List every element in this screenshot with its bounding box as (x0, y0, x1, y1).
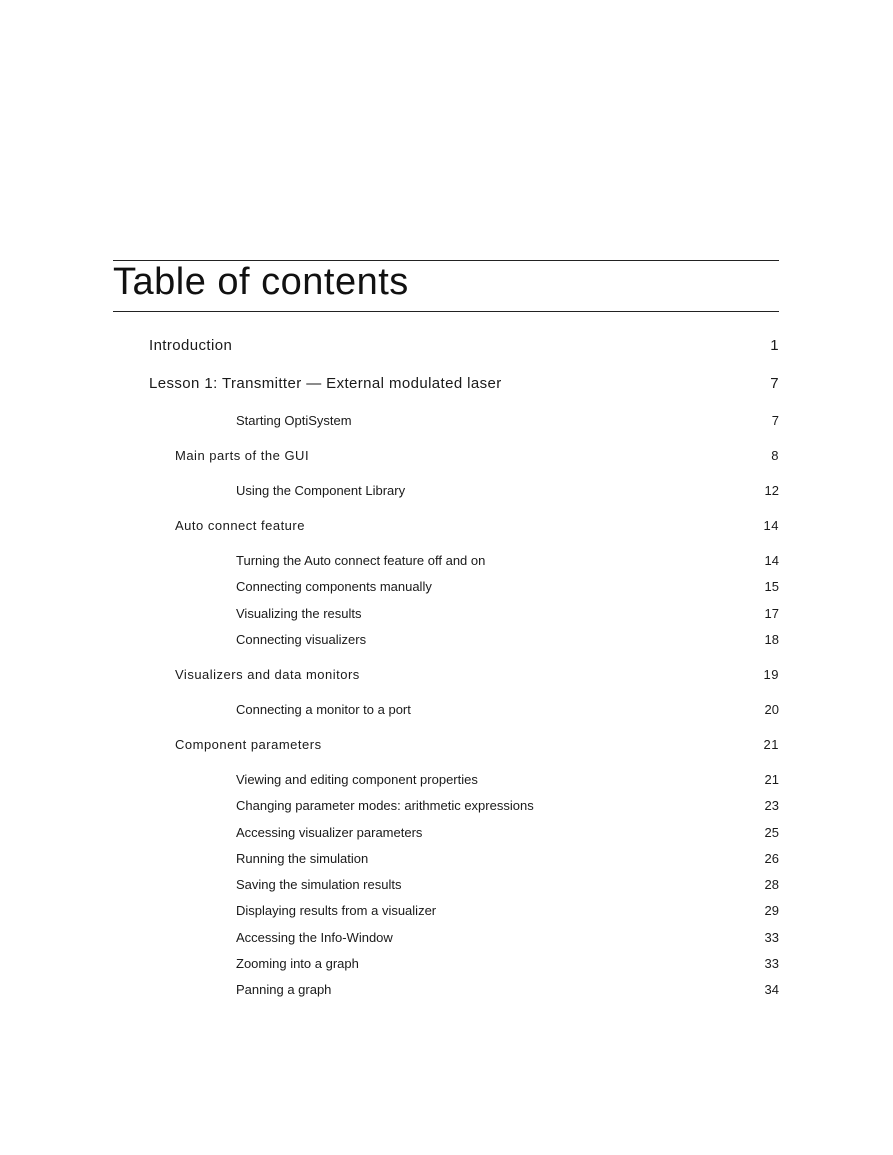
toc-entry-label: Starting OptiSystem (236, 413, 352, 428)
toc-entry-page: 23 (764, 798, 779, 813)
toc-entry-introduction[interactable] (149, 336, 779, 356)
toc-entry-label: Displaying results from a visualizer (236, 903, 437, 918)
toc-entry-panning-graph[interactable] (236, 981, 779, 999)
toc-entry-page: 14 (763, 518, 779, 533)
toc-entry-saving-results[interactable] (236, 876, 779, 894)
toc-entry-page: 25 (764, 825, 779, 840)
toc-entry-label: Main parts of the GUI (175, 448, 310, 463)
toc-entry-visualizer-parameters[interactable] (236, 824, 779, 842)
toc-entry-page: 26 (764, 851, 779, 866)
toc-entry-page: 17 (764, 606, 779, 621)
toc-entry-visualizers-monitors[interactable] (175, 666, 779, 684)
toc-entry-label: Turning the Auto connect feature off and on (236, 553, 486, 568)
toc-entry-component-parameters[interactable] (175, 736, 779, 754)
page-title: Table of contents (113, 261, 409, 303)
toc-entry-component-properties[interactable] (236, 771, 779, 789)
toc-entry-page: 8 (771, 448, 779, 463)
toc-entry-lesson-1[interactable] (149, 374, 779, 394)
toc-entry-monitor-to-port[interactable] (236, 701, 779, 719)
toc-entry-auto-connect-toggle[interactable] (236, 552, 779, 570)
toc-entry-page: 7 (771, 413, 779, 428)
toc-entry-page: 12 (764, 483, 779, 498)
toc-entry-auto-connect[interactable] (175, 517, 779, 535)
toc-entry-label: Lesson 1: Transmitter — External modulated laser (149, 375, 502, 392)
toc-entry-page: 33 (764, 956, 779, 971)
toc-entry-label: Connecting a monitor to a port (236, 702, 411, 717)
toc-entry-label: Viewing and editing component properties (236, 772, 478, 787)
toc-entry-main-parts-gui[interactable] (175, 447, 779, 465)
toc-entry-label: Component parameters (175, 737, 322, 752)
toc-entry-label: Visualizing the results (236, 606, 362, 621)
toc-entry-label: Auto connect feature (175, 518, 305, 533)
toc-entry-label: Changing parameter modes: arithmetic expressions (236, 798, 534, 813)
toc-entry-page: 28 (764, 877, 779, 892)
toc-entry-label: Zooming into a graph (236, 956, 359, 971)
toc-entry-displaying-results[interactable] (236, 902, 779, 920)
toc-entry-page: 34 (764, 982, 779, 997)
toc-entry-label: Saving the simulation results (236, 877, 402, 892)
toc-entry-info-window[interactable] (236, 929, 779, 947)
toc-entry-label: Accessing visualizer parameters (236, 825, 423, 840)
toc-entry-page: 7 (770, 375, 779, 392)
toc-entry-page: 33 (764, 930, 779, 945)
toc-entry-running-simulation[interactable] (236, 850, 779, 868)
toc-entry-page: 21 (764, 772, 779, 787)
toc-entry-starting-optisystem[interactable] (236, 412, 779, 430)
toc-entry-label: Accessing the Info-Window (236, 930, 393, 945)
toc-entry-page: 29 (764, 903, 779, 918)
toc-entry-label: Using the Component Library (236, 483, 406, 498)
toc-entry-page: 18 (764, 632, 779, 647)
toc-entry-visualizing-results[interactable] (236, 605, 779, 623)
toc-entry-label: Connecting components manually (236, 579, 432, 594)
toc-entry-page: 21 (763, 737, 779, 752)
toc-entry-component-library[interactable] (236, 482, 779, 500)
toc-entry-label: Introduction (149, 337, 233, 354)
toc-entry-page: 20 (764, 702, 779, 717)
toc-entry-connecting-visualizers[interactable] (236, 631, 779, 649)
toc-entry-page: 14 (764, 553, 779, 568)
toc-entry-page: 19 (763, 667, 779, 682)
toc-entry-label: Panning a graph (236, 982, 332, 997)
toc-entry-label: Visualizers and data monitors (175, 667, 360, 682)
toc-entry-label: Running the simulation (236, 851, 369, 866)
toc-entry-label: Connecting visualizers (236, 632, 367, 647)
toc-entry-page: 1 (770, 337, 779, 354)
toc-entry-parameter-modes[interactable] (236, 797, 779, 815)
toc-entry-zooming-graph[interactable] (236, 955, 779, 973)
toc-entry-connecting-manually[interactable] (236, 578, 779, 596)
toc-entry-page: 15 (764, 579, 779, 594)
